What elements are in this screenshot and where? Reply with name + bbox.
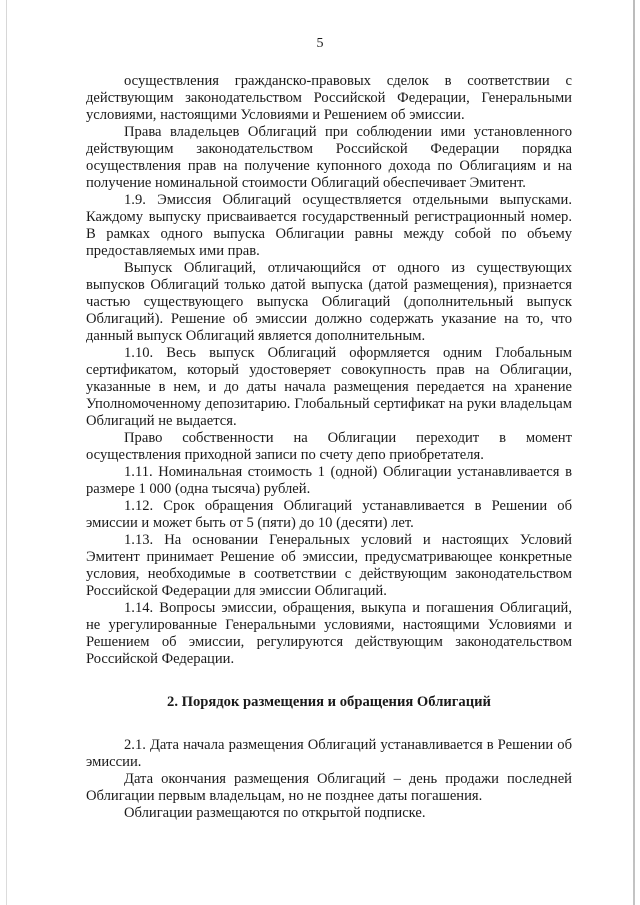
paragraph: 1.13. На основании Генеральных условий и настоящих Условий Эмитент принимает Решение об эмиссии, предусматривающее конкретные условия, необходимые в соответствии с действующим законодательством Российской Федерации для эмиссии Облигаций. xyxy=(86,532,572,599)
paragraph: Облигации размещаются по открытой подписке. xyxy=(124,805,426,821)
section-heading: 2. Порядок размещения и обращения Облигаций xyxy=(167,694,491,710)
paragraph: 1.11. Номинальная стоимость 1 (одной) Облигации устанавливается в размере 1 000 (одна тысяча) рублей. xyxy=(86,464,572,497)
paragraph: 1.12. Срок обращения Облигаций устанавливается в Решении об эмиссии и может быть от 5 (пяти) до 10 (десяти) лет. xyxy=(86,498,572,531)
paragraph: 1.10. Весь выпуск Облигаций оформляется одним Глобальным сертификатом, который удостоверяет совокупность прав на Облигации, указанные в нем, и до даты начала размещения передается на хранение Уполномоченному депозитарию. Глобальный сертификат на руки владельцам Облигаций не выдается. xyxy=(86,345,572,429)
paragraph: Выпуск Облигаций, отличающийся от одного из существующих выпусков Облигаций только датой выпуска (датой размещения), признается частью существующего выпуска Облигаций (дополнительный выпуск Облигаций). Решение об эмиссии должно содержать указание на то, что данный выпуск Облигаций является дополнительным. xyxy=(86,260,572,344)
scan-edge-left xyxy=(6,0,7,905)
paragraph: Права владельцев Облигаций при соблюдении ими установленного действующим законодательством Российской Федерации порядка осуществления прав на получение купонного дохода по Облигациям и на получение номинальной стоимости Облигаций обеспечивает Эмитент. xyxy=(86,124,572,191)
paragraph: осуществления гражданско-правовых сделок в соответствии с действующим законодательством Российской Федерации, Генеральными условиями, настоящими Условиями и Решением об эмиссии. xyxy=(86,73,572,123)
paragraph: 1.14. Вопросы эмиссии, обращения, выкупа и погашения Облигаций, не урегулированные Генеральными условиями, настоящими Условиями и Решением об эмиссии, регулируются действующим законодательством Российской Федерации. xyxy=(86,600,572,667)
scan-edge-right xyxy=(633,0,635,905)
paragraph: 1.9. Эмиссия Облигаций осуществляется отдельными выпусками. Каждому выпуску присваивается государственный регистрационный номер. В рамках одного выпуска Облигации равны между собой по объему предоставляемых ими прав. xyxy=(86,192,572,259)
page-number: 5 xyxy=(316,36,324,51)
paragraph: Дата окончания размещения Облигаций – день продажи последней Облигации первым владельцам, но не позднее даты погашения. xyxy=(86,771,572,804)
paragraph: 2.1. Дата начала размещения Облигаций устанавливается в Решении об эмиссии. xyxy=(86,737,572,770)
paragraph: Право собственности на Облигации переходит в момент осуществления приходной записи по счету депо приобретателя. xyxy=(86,430,572,463)
document-body xyxy=(86,73,572,822)
